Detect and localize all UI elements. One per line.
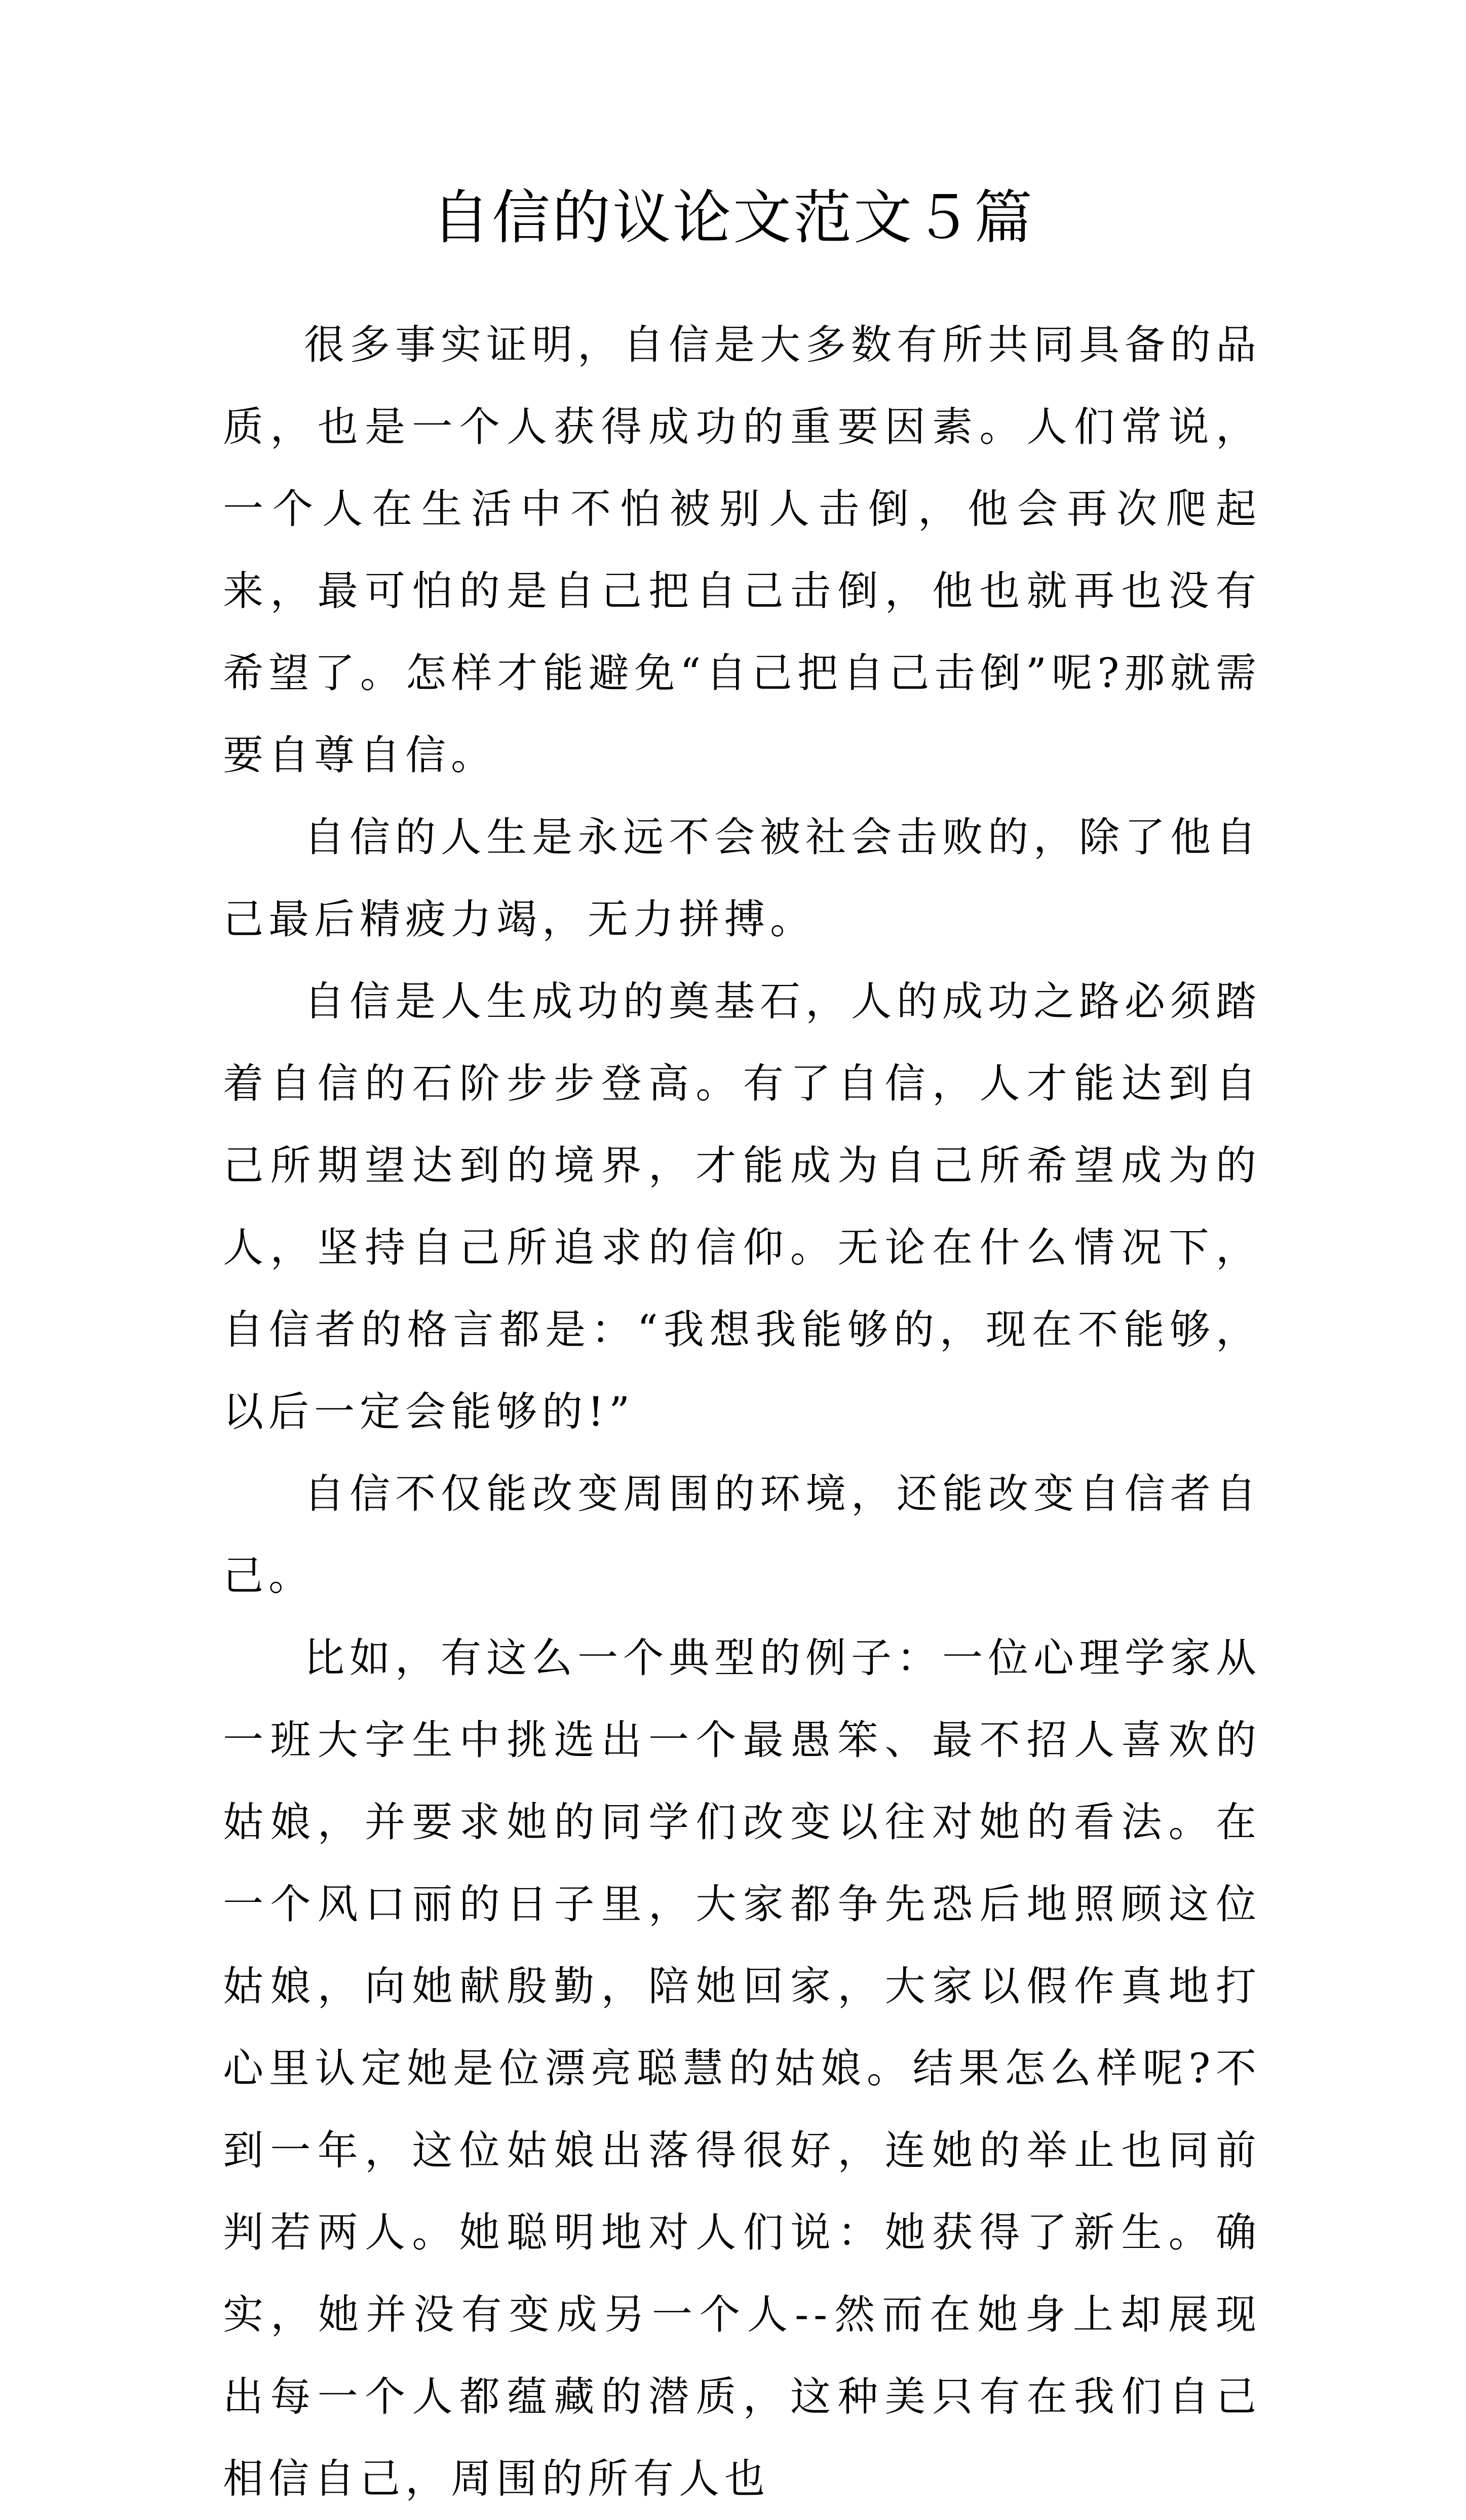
- document-body: [223, 304, 1261, 2520]
- paragraph: 自信的人生是永远不会被社会击败的，除了他自己最后精疲力竭，无力拼搏。: [223, 814, 1261, 943]
- paragraph: 自信不仅能改变周围的环境，还能改变自信者自己。: [223, 1470, 1261, 1599]
- paragraph: 比如，有这么一个典型的例子：一位心理学家从一班大字生中挑选出一个最愚笨、最不招人喜欢的姑娘，并要求她的同学们改变以往对她的看法。在一个风口丽的日子里，大家都争先恐后地照顾这位姑娘，向她献殷勤，陪她回家，大家以假作真地打心里认定她是位漂亮聪慧的姑娘。结果怎么样呢?不到一年，这位姑娘出落得很好，连她的举止也同前判若两人。她聪明地对人们说：她获得了新生。确实，她并没有变成另一个人--然而在她身上却展现出每一个人都蕴藏的潜质，这种美只有在我们自己相信自己，周围的所有人也: [223, 1634, 1261, 2502]
- paragraph: 很多事实证明，自信是大多数有所共同具备的品质，也是一个人获得成功的重要因素。人们常说，一个人在生活中不怕被别人击倒，他会再次爬起来，最可怕的是自己把自己击倒，他也就再也没有希望了。怎样才能避免“自己把自己击倒”呢?那就需要自尊自信。: [223, 321, 1261, 779]
- paragraph: 自信是人生成功的奠基石，人的成功之路必须踏着自信的石阶步步登高。有了自信，人才能达到自己所期望达到的境界，才能成为自己所希望成为的人，坚持自己所追求的信仰。无论在什么情况下，自信者的格言都是：“我想我能够的，现在不能够，以后一定会能够的!”: [223, 978, 1261, 1435]
- document-title: 自信的议论文范文５篇: [431, 184, 1034, 252]
